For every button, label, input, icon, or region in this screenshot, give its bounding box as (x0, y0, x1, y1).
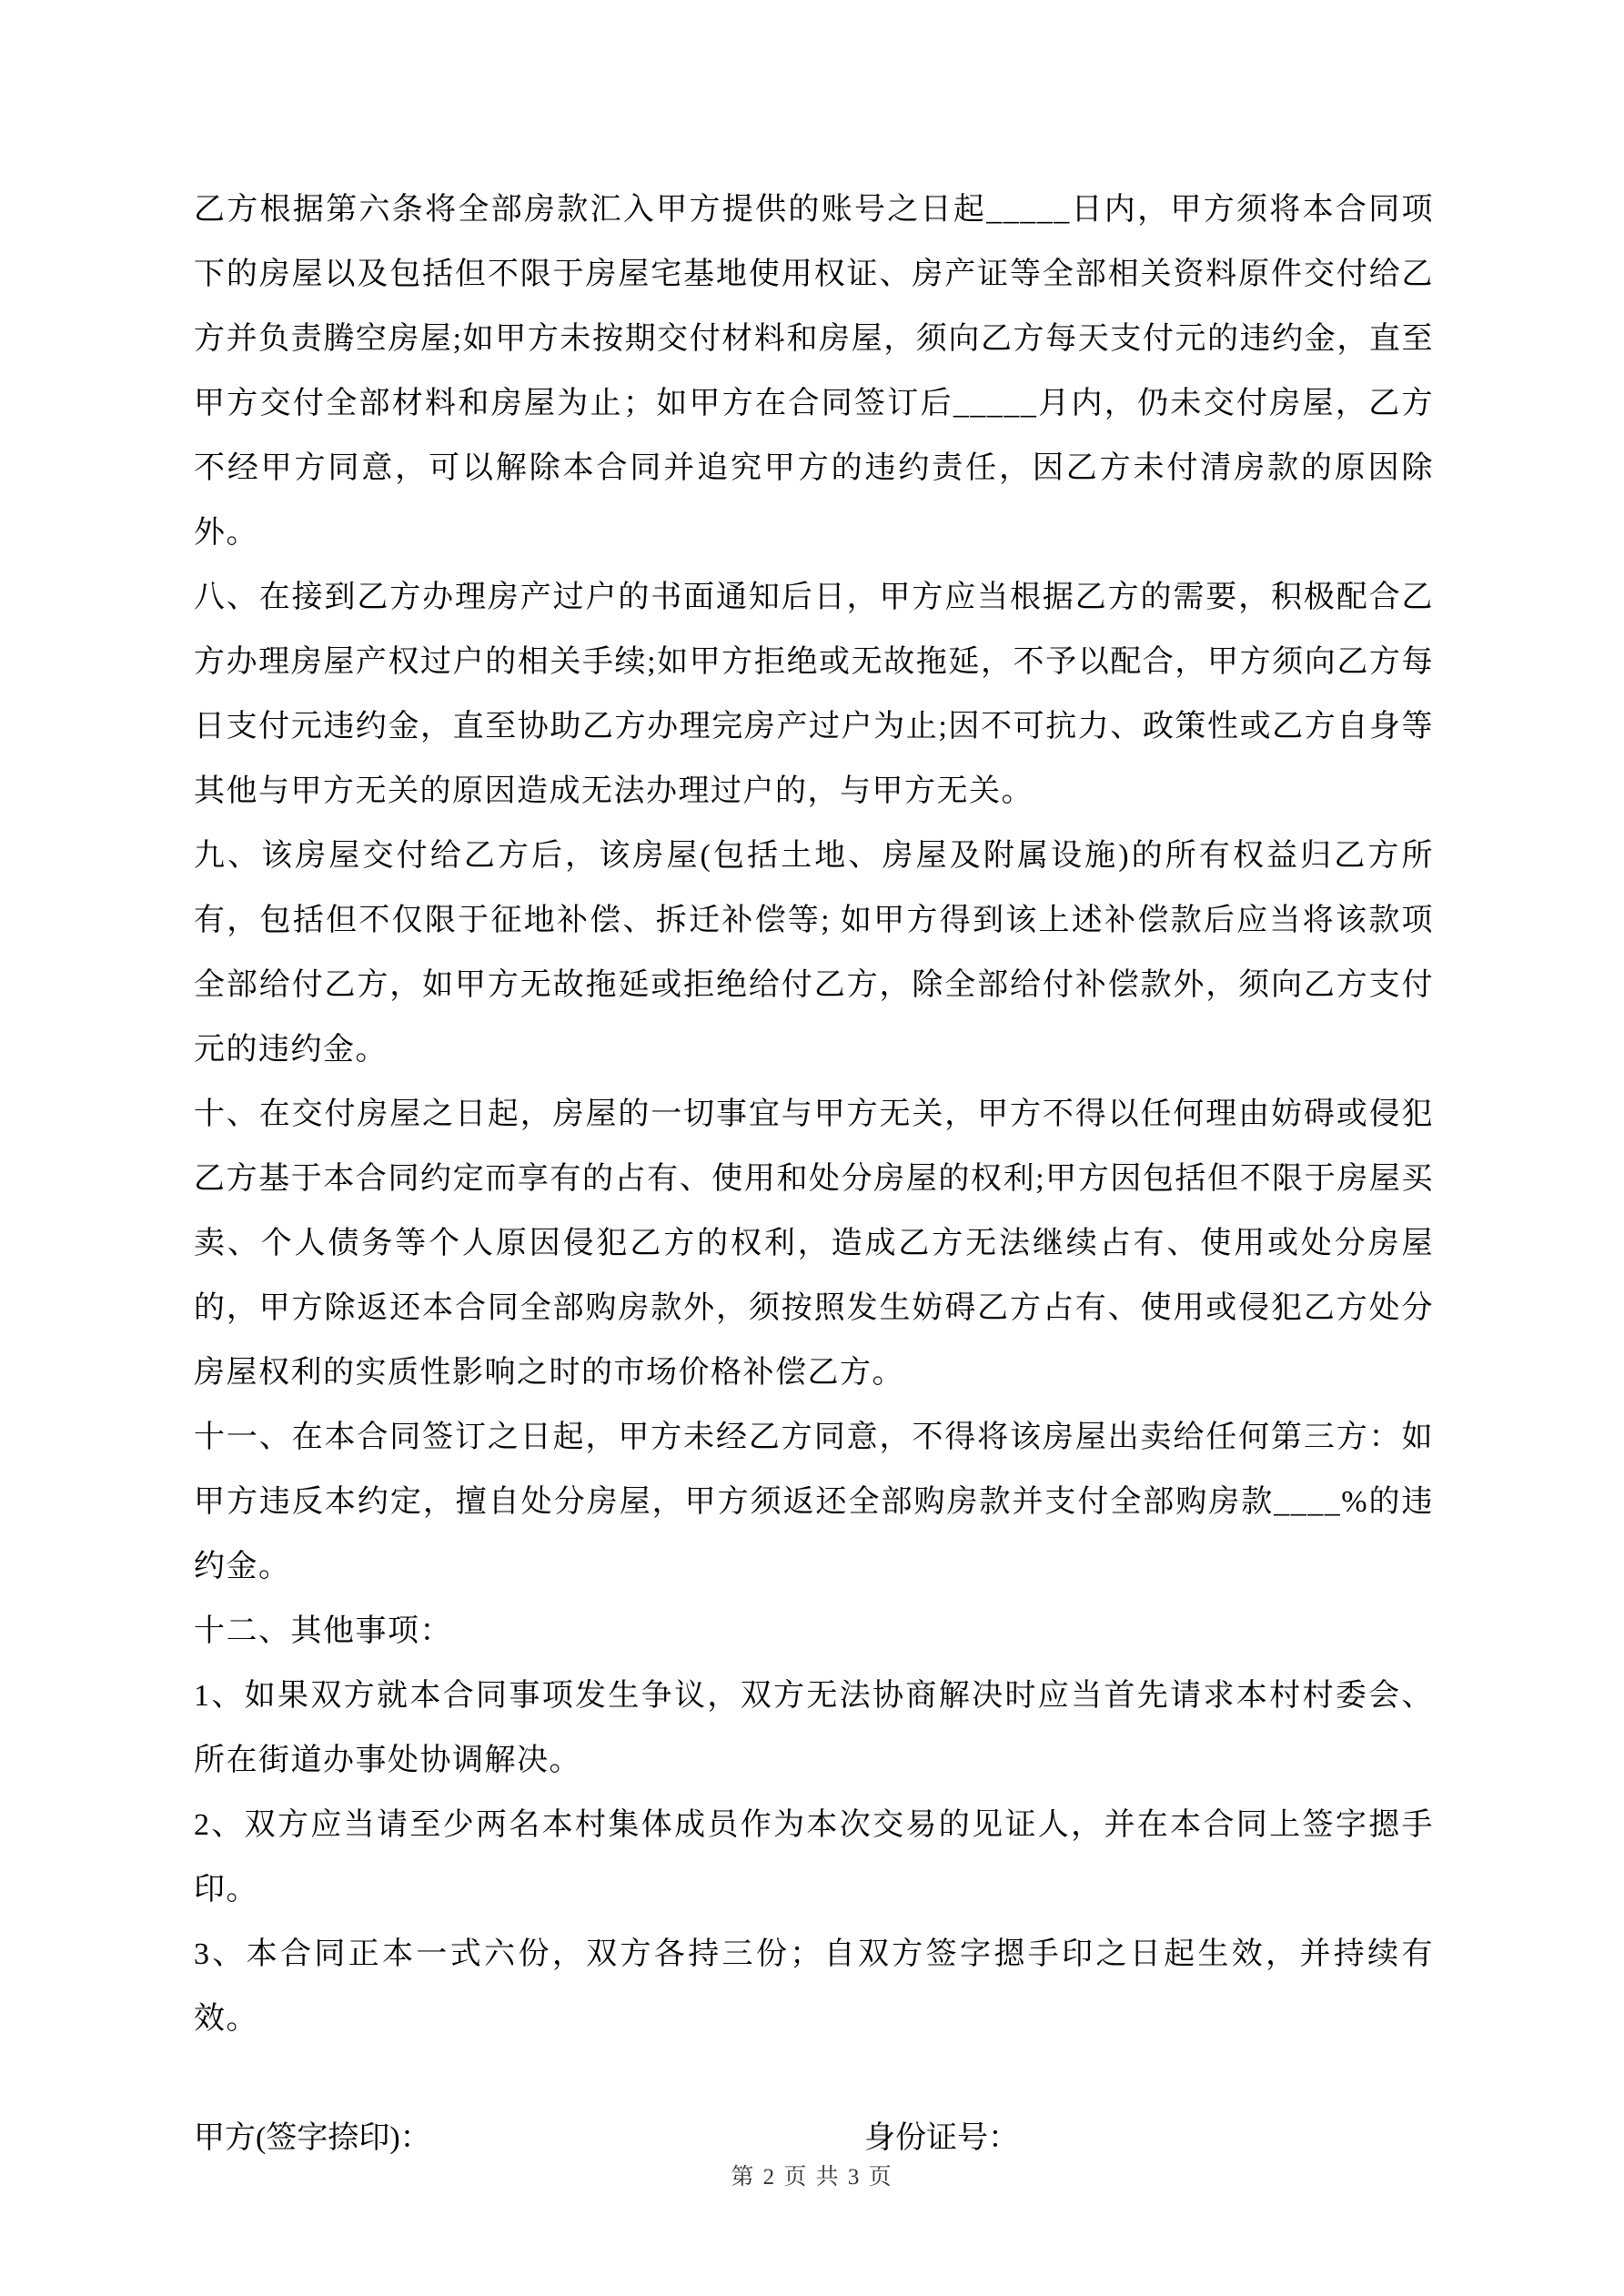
clause-11: 十一、在本合同签订之日起，甲方未经乙方同意，不得将该房屋出卖给任何第三方：如甲方违反本约定，擅自处分房屋，甲方须返还全部购房款并支付全部购房款____%的违约金。 (194, 1421, 1434, 1583)
clause-12-item-1: 1、如果双方就本合同事项发生争议，双方无法协商解决时应当首先请求本村村委会、所在街道办事处协调解决。 (194, 1679, 1434, 1777)
party-a-signature-label: 甲方(签字捺印)： (194, 2121, 431, 2155)
clause-12-item-2: 2、双方应当请至少两名本村集体成员作为本次交易的见证人，并在本合同上签字摁手印。 (194, 1808, 1434, 1907)
clause-9: 九、该房屋交付给乙方后，该房屋(包括土地、房屋及附属设施)的所有权益归乙方所有，包括但不仅限于征地补偿、拆迁补偿等; 如甲方得到该上述补偿款后应当将该款项全部给付乙方，如甲方无故拖延或拒绝给付乙方，除全部给付补偿款外，须向乙方支付元的违约金。 (194, 839, 1434, 1067)
clause-7-continuation: 乙方根据第六条将全部房款汇入甲方提供的账号之日起_____日内，甲方须将本合同项下的房屋以及包括但不限于房屋宅基地使用权证、房产证等全部相关资料原件交付给乙方并负责腾空房屋;如甲方未按期交付材料和房屋，须向乙方每天支付元的违约金，直至甲方交付全部材料和房屋为止；如甲方在合同签订后_____月内，仍未交付房屋，乙方不经甲方同意，可以解除本合同并追究甲方的违约责任，因乙方未付清房款的原因除外。 (194, 193, 1434, 550)
clause-12-item-3: 3、本合同正本一式六份，双方各持三份；自双方签字摁手印之日起生效，并持续有效。 (194, 1937, 1434, 2036)
contract-body (194, 177, 1434, 2170)
page-number-footer: 第 2 页 共 3 页 (731, 2165, 893, 2190)
id-number-label: 身份证号： (864, 2121, 1019, 2155)
clause-8: 八、在接到乙方办理房产过户的书面通知后日，甲方应当根据乙方的需要，积极配合乙方办理房屋产权过户的相关手续;如甲方拒绝或无故拖延，不予以配合，甲方须向乙方每日支付元违约金，直至协助乙方办理完房产过户为止;因不可抗力、政策性或乙方自身等其他与甲方无关的原因造成无法办理过户的，与甲方无关。 (194, 581, 1434, 808)
clause-12-heading: 十二、其他事项： (194, 1614, 452, 1648)
clause-10: 十、在交付房屋之日起，房屋的一切事宜与甲方无关，甲方不得以任何理由妨碍或侵犯乙方基于本合同约定而享有的占有、使用和处分房屋的权利;甲方因包括但不限于房屋买卖、个人债务等个人原因侵犯乙方的权利，造成乙方无法继续占有、使用或处分房屋的，甲方除返还本合同全部购房款外，须按照发生妨碍乙方占有、使用或侵犯乙方处分房屋权利的实质性影响之时的市场价格补偿乙方。 (194, 1097, 1434, 1390)
